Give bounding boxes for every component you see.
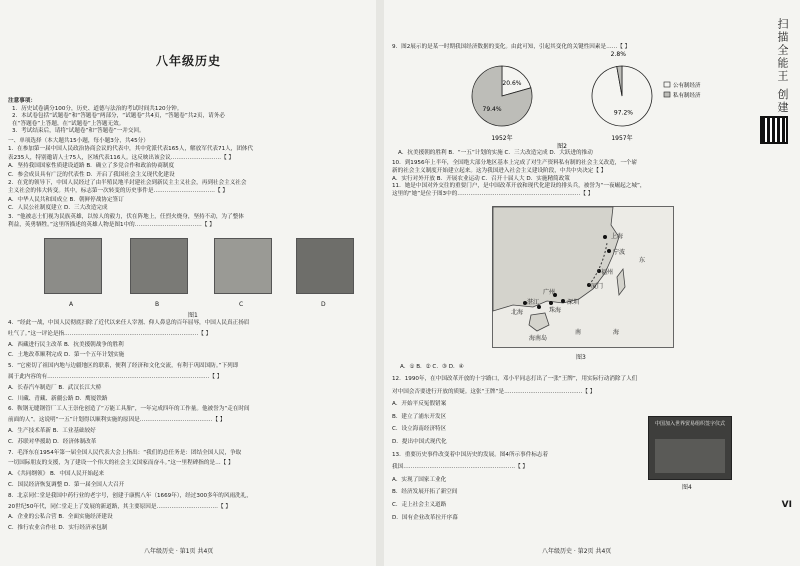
map-label-shanghai: 上海: [611, 233, 624, 240]
question-9: 9．图2展示的是某一时期我国经济数据的变化。由此可知，引起其变化的关键性因素是……【 】: [392, 44, 631, 50]
pie-data-label: 2.8%: [610, 51, 626, 59]
figure2-caption: 图2: [557, 143, 567, 150]
figure-3-map: [492, 206, 674, 348]
map-label-xiamen: 厦门: [591, 283, 604, 290]
pie-data-label: 20.6%: [502, 79, 522, 87]
figure1-label-b: B: [155, 301, 160, 308]
text-line: 属于此内容的有……………………………………………………………………………【 】: [8, 374, 223, 380]
text-line: A．实现了国家工业化: [392, 476, 447, 483]
figure1-image-b: [130, 238, 188, 294]
text-line: 5．“它密切了祖国内地与边疆地区的联系，便利了经济和文化交流，有利于巩固国防。”下列即: [8, 363, 239, 370]
text-line: B．建立了浦东开发区: [392, 413, 447, 420]
text-line: 主义社会的伟大转变。其中，标志第一次转变的历史事件是……………………………【 】: [8, 188, 228, 195]
figure-2-pie-charts: [432, 51, 712, 151]
text-line: A．长春汽车制造厂 B．武汉长江大桥: [8, 384, 102, 391]
map-label-nan: 南: [575, 329, 582, 336]
text-line: A．中华人民共和国成立 B．朝鲜停战协定签订: [8, 196, 124, 203]
figure4-banner: 中国加入世界贸易组织签字仪式: [654, 421, 725, 427]
legend-swatch: [664, 92, 670, 97]
text-line: 10．到1956年上半年，全国绝大部分地区基本上完成了对生产资料私有制的社会主义改造，一个崭: [392, 160, 638, 166]
text-line: 利益，英勇牺牲。”这里所描述的英雄人物是图1中的………………………………【 】: [8, 222, 215, 228]
text-line: 表235人，特别邀请人士75人，区域代表116人。这反映出该会议………………………【 】: [8, 154, 235, 161]
text-line: C．苏联对华援助 D．经济体制改革: [8, 438, 97, 445]
text-line: D．提出中国式现代化: [392, 439, 447, 445]
qr-code-icon: [762, 118, 786, 142]
figure1-image-c: [214, 238, 272, 294]
text-line: 7．毛泽东在1954年第一届全国人民代表大会上指出：“我们的总任务是：团结全国人民，争取: [8, 449, 242, 456]
text-line: 1．历史试卷满分100分，历史、道德与法治的考试时间共120分钟。: [12, 106, 183, 112]
text-line: 3．考试结束后，请将“试题卷”和“答题卷”一并交回。: [12, 128, 145, 135]
map-label-zhanjiang: 湛江: [527, 299, 540, 306]
map-label-fuzhou: 福州: [601, 269, 614, 276]
corner-mark: VI: [781, 500, 792, 510]
text-line: 4．“经此一战，中国人民彻底扫除了近代以来任人宰割、仰人鼻息的百年屈辱，中国人民真正扬眉: [8, 320, 250, 326]
figure1-label-a: A: [69, 301, 74, 308]
pie-year-label: 1952年: [491, 135, 513, 142]
text-line: 吐气了。”这一评论是指………………………………………………………………【 】: [8, 330, 212, 337]
text-line: A．坚持我国国家性质建设道路 B．确立了多党合作和政治协商制度: [8, 163, 175, 170]
text-line: 2．本试卷包括“试题卷”和“答题卷”两部分，“试题卷”共4页，“答题卷”共2页，请务必: [12, 113, 225, 120]
map-label-beihai: 北海: [511, 309, 524, 316]
question-9-options: A．抗美援朝的胜利 B．“一五”计划的实施 C．三大改造完成 D．大跃进的推动: [398, 150, 593, 156]
exam-title: 八年级历史: [156, 54, 222, 68]
text-line: 这里的“她”是位于图3中的…………………………………………………………【 】: [392, 191, 594, 198]
text-line: 3．“他被志士们视为民族英雄，以惊人的毅力，伏在阵地上，任烈火烧身，坚持不动，为了整体: [8, 213, 244, 220]
figure3-caption: 图3: [576, 354, 586, 361]
text-line: C．人民公社制度建立 D．三大改造完成: [8, 205, 108, 212]
text-line: 20世纪50年代，同仁堂走上了发展的新道路，其主要原因是……………………………【 】: [8, 503, 231, 510]
figure1-label-c: C: [239, 301, 244, 308]
map-label-hai: 海: [613, 329, 620, 336]
figure-4-photo: [648, 416, 732, 480]
page-footer-2: 八年级历史 · 第2页 共4页: [542, 548, 612, 555]
map-drawing: [493, 207, 673, 347]
figure1-label-d: D: [321, 301, 326, 308]
text-line: C．参会成员具有广泛的代表性 D．开启了我国社会主义现代化建设: [8, 171, 175, 178]
notice-title: 注意事项：: [8, 98, 36, 104]
pie-data-label: 79.4%: [482, 106, 502, 114]
question-11-options: A．① B．② C．③ D．④: [400, 364, 464, 370]
text-line: 13．重要历史事件改变着中国历史的发展。图4所示事件标志着: [392, 451, 549, 458]
text-line: A．西藏进行民主改革 B．抗美援朝战争的胜利: [8, 341, 124, 348]
legend-label: 公有制经济: [673, 83, 701, 89]
map-label-east: 东: [639, 257, 646, 264]
map-label-zhuhai: 珠海: [549, 307, 562, 314]
legend-swatch: [664, 82, 670, 87]
text-line: 新的社会主义制度开始建立起来。这为我国进入社会主义建设阶段，中共中央决定【 】: [392, 167, 607, 174]
text-line: A．开始平反冤假错案: [392, 401, 447, 408]
text-line: 对中国会否要进行开放的质疑。这张“王牌”是……………………………………【 】: [392, 388, 596, 395]
pie-year-label: 1957年: [611, 135, 633, 142]
map-label-guangzhou: 广州: [543, 289, 556, 296]
text-line: A．企业的公私合营 B．全面实施经济建设: [8, 514, 113, 521]
text-line: B．经济发展开拓了新空间: [392, 489, 458, 496]
text-line: 我国……………………………………………………【 】: [392, 464, 529, 471]
text-line: 6．鞍钢无缝钢管厂工人王崇伦创造了“万能工具胎”，一年完成四年的工作量。他被誉为“走在时间: [8, 406, 250, 413]
map-label-hainan: 海南岛: [529, 335, 548, 342]
text-line: 在“答题卷”上答题，在“试题卷”上答题无效。: [12, 120, 125, 127]
figure4-caption: 图4: [682, 484, 692, 491]
text-line: 2．在党的领导下，中国人民经过了由半殖民地半封建社会到新民主主义社会，再到社会主义社会: [8, 180, 247, 186]
text-line: 8．北京同仁堂是我国中药行业的老字号，创建于康熙八年（1669年），经过300多年的风雨洗礼，: [8, 492, 252, 499]
text-line: D．国有企业改革拉开序幕: [392, 514, 458, 521]
scanner-watermark: 扫描全能王 创建: [776, 18, 789, 115]
text-line: 12．1990年，在中国改革开放的十字路口，邓小平同志打出了一张“王牌”，用实际行动消除了人们: [392, 376, 638, 382]
text-line: C．国民经济恢复调整 D．第一届全国人大召开: [8, 482, 125, 488]
figure4-scene: [655, 439, 725, 473]
text-line: 前面的人”。这说明“一五”计划得以顺利实施的原因是…………………………………【 】: [8, 417, 226, 424]
text-line: 1．在参加第一届中国人民政治协商会议的代表中，其中党派代表165人，解放军代表71人，团体代: [8, 146, 254, 153]
left-page: [8, 8, 368, 558]
right-page: [392, 8, 760, 558]
figure1-image-d: [296, 238, 354, 294]
figure1-image-a: [44, 238, 102, 294]
page-gutter: [376, 0, 384, 566]
legend-label: 私有制经济: [673, 93, 701, 99]
text-line: C．土地改革顺利完成 D．第一个五年计划实施: [8, 352, 125, 359]
text-line: 一切国际朋友的支援，为了建设一个伟大的社会主义国家而奋斗。”这一里程碑指的是…【 】: [8, 460, 234, 467]
text-line: C．设立海南经济特区: [392, 426, 447, 433]
text-line: 11．她是中国对外交往的重要门户，是中国改革开放和现代化建设的排头兵，被誉为“一夜崛起之城”，: [392, 183, 646, 190]
map-label-ningbo: 宁波: [613, 249, 626, 256]
text-line: C．走上社会主义道路: [392, 502, 447, 508]
text-line: A．《共同纲领》 B．中国人民开始起来: [8, 471, 105, 478]
pie-data-label: 97.2%: [613, 109, 633, 117]
figure1-caption: 图1: [188, 312, 198, 319]
page-footer-1: 八年级历史 · 第1页 共4页: [144, 548, 214, 555]
map-label-shenzhen: 深圳: [567, 299, 580, 306]
text-line: A．生产技术革新 B．工业基础较好: [8, 428, 96, 434]
text-line: A．实行对外开放 B．开展农业运动 C．召开十届人大 D．实施精简政策: [392, 175, 570, 182]
text-line: C．推行农业合作社 D．实行经济承包制: [8, 525, 108, 532]
text-line: C．川藏、青藏、新疆公路 D．鹰厦铁路: [8, 395, 108, 402]
text-line: 一、单项选择（本大题共15小题，每小题3分，共45分）: [8, 138, 149, 144]
